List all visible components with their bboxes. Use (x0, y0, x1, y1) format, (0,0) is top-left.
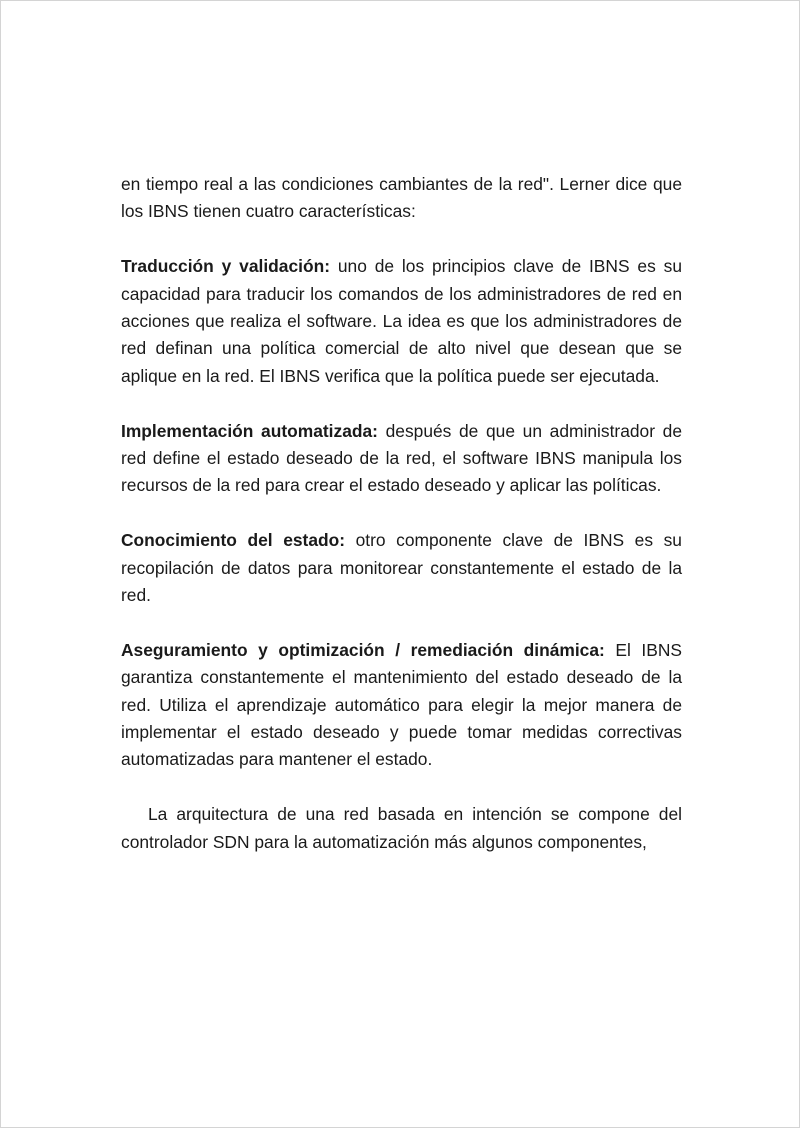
paragraph-automated-implementation (121, 418, 682, 500)
paragraph-translation-validation (121, 253, 682, 390)
intro-paragraph (121, 171, 682, 226)
paragraph-term: Implementación automatizada: (121, 420, 378, 441)
paragraph-text: después de que un administrador de red define el estado deseado de la red, el software IBNS manipula los recursos de la red para crear el estado deseado y aplicar las políticas. (121, 420, 682, 496)
paragraph-text: uno de los principios clave de IBNS es su capacidad para traducir los comandos de los administradores de red en acciones que realiza el software. La idea es que los administradores de red definan una política comercial de alto nivel que desean que se aplique en la red. El IBNS verifica que la política puede ser ejecutada. (121, 256, 682, 386)
paragraph-term: Aseguramiento y optimización / remediación dinámica: (121, 639, 605, 660)
paragraph-term: Conocimiento del estado: (121, 530, 346, 551)
paragraph-text: La arquitectura de una red basada en intención se compone del controlador SDN para la automatización más algunos componentes, (121, 804, 682, 852)
page-body (121, 171, 682, 856)
paragraph-assurance-optimization (121, 637, 682, 774)
paragraph-text: otro componente clave de IBNS es su recopilación de datos para monitorear constantemente el estado de la red. (121, 530, 682, 606)
paragraph-text: en tiempo real a las condiciones cambiantes de la red". Lerner dice que los IBNS tienen cuatro características: (121, 174, 682, 222)
paragraph-architecture (121, 801, 682, 856)
paragraph-text: El IBNS garantiza constantemente el mantenimiento del estado deseado de la red. Utiliza el aprendizaje automático para elegir la mejor manera de implementar el estado deseado y puede tomar medidas correctivas automatizadas para mantener el estado. (121, 639, 682, 770)
paragraph-term: Traducción y validación: (121, 256, 330, 277)
paragraph-state-awareness (121, 527, 682, 609)
